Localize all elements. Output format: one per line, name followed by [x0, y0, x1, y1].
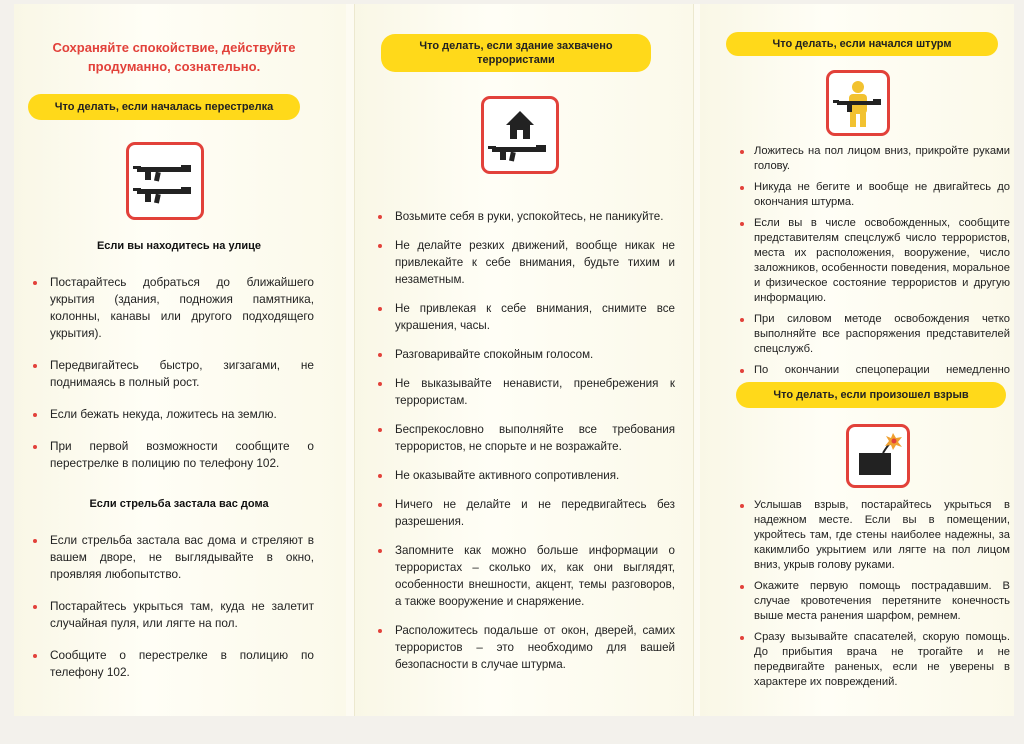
list-item: Если вы в числе освобожденных, сообщите представителям спецслужб число террористов, места их расположения, вооружение, число заложников, особенности поведения, моральное и физическое состояние террористов и другую информацию.	[740, 216, 1010, 306]
list-item: Постарайтесь укрыться там, куда не залетит случайная пуля, или лягте на пол.	[30, 598, 314, 632]
list-item: Ложитесь на пол лицом вниз, прикройте руками голову.	[740, 144, 1010, 174]
hostage-list	[375, 208, 675, 685]
list-item: Разговаривайте спокойным голосом.	[375, 346, 675, 363]
column-hostage	[354, 4, 694, 716]
column-assault-explosion	[700, 4, 1014, 716]
assault-list	[740, 144, 1010, 399]
intro-heading: Сохраняйте спокойствие, действуйте продуманно, сознательно.	[52, 40, 296, 74]
list-item: Беспрекословно выполняйте все требования террористов, не спорьте и не возражайте.	[375, 421, 675, 455]
column-shootout	[14, 4, 346, 716]
list-item: Передвигайтесь быстро, зигзагами, не поднимаясь в полный рост.	[30, 357, 314, 391]
list-item: Постарайтесь добраться до ближайшего укрытия (здания, подножия памятника, колонны, канавы или другого подходящего укрытия).	[30, 274, 314, 342]
two-rifles-icon	[126, 142, 204, 220]
home-list	[30, 532, 314, 696]
street-list	[30, 274, 314, 487]
street-title: Если вы находитесь на улице	[96, 240, 262, 252]
list-item: При силовом методе освобождения четко выполняйте все распоряжения представителей спецслужб.	[740, 312, 1010, 357]
list-item: Не оказывайте активного сопротивления.	[375, 467, 675, 484]
pill-explosion: Что делать, если произошел взрыв	[736, 382, 1006, 408]
list-item: Ничего не делайте и не передвигайтесь без разрешения.	[375, 496, 675, 530]
explosion-list	[740, 498, 1010, 696]
list-item: Возьмите себя в руки, успокойтесь, не паникуйте.	[375, 208, 675, 225]
pill-shootout: Что делать, если началась перестрелка	[28, 94, 300, 120]
list-item: Не делайте резких движений, вообще никак не привлекайте к себе внимания, будьте тихим и незаметным.	[375, 237, 675, 288]
list-item: Никуда не бегите и вообще не двигайтесь до окончания штурма.	[740, 180, 1010, 210]
list-item: Окажите первую помощь пострадавшим. В случае кровотечения перетяните конечность выше места ранения шарфом, ремнем.	[740, 579, 1010, 624]
list-item: Расположитесь подальше от окон, дверей, самих террористов – это необходимо для вашей безопасности в случае штурма.	[375, 622, 675, 673]
list-item: Если стрельба застала вас дома и стреляют в вашем дворе, не выглядывайте в окно, проявляя любопытство.	[30, 532, 314, 583]
list-item: Если бежать некуда, ложитесь на землю.	[30, 406, 314, 423]
pill-assault: Что делать, если начался штурм	[726, 32, 998, 56]
list-item: По окончании спецоперации немедленно	[740, 363, 1010, 393]
list-item: При первой возможности сообщите о перестрелке в полицию по телефону 102.	[30, 438, 314, 472]
leaflet	[14, 4, 1014, 716]
home-title: Если стрельба застала вас дома	[89, 498, 269, 510]
pill-hostage: Что делать, если здание захвачено террористами	[381, 34, 651, 72]
bomb-explosion-icon	[846, 424, 910, 488]
list-item: Услышав взрыв, постарайтесь укрыться в надежном месте. Если вы в помещении, укройтесь там, где стены наиболее надежны, за какимлибо укрытием или лягте на пол лицом вниз, укрыв голову руками.	[740, 498, 1010, 573]
list-item: Запомните как можно больше информации о террористах – сколько их, как они выглядят, особенности внешности, акцент, темы разговоров, а также вооружение и снаряжение.	[375, 542, 675, 610]
list-item: Сразу вызывайте спасателей, скорую помощь. До прибытия врача не трогайте и не передвигайте раненых, если не уверены в характере их повреждений.	[740, 630, 1010, 690]
list-item: Не выказывайте ненависти, пренебрежения к террористам.	[375, 375, 675, 409]
house-rifle-icon	[481, 96, 559, 174]
list-item: Не привлекая к себе внимания, снимите все украшения, часы.	[375, 300, 675, 334]
soldier-rifle-icon	[826, 70, 890, 136]
list-item: Сообщите о перестрелке в полицию по телефону 102.	[30, 647, 314, 681]
